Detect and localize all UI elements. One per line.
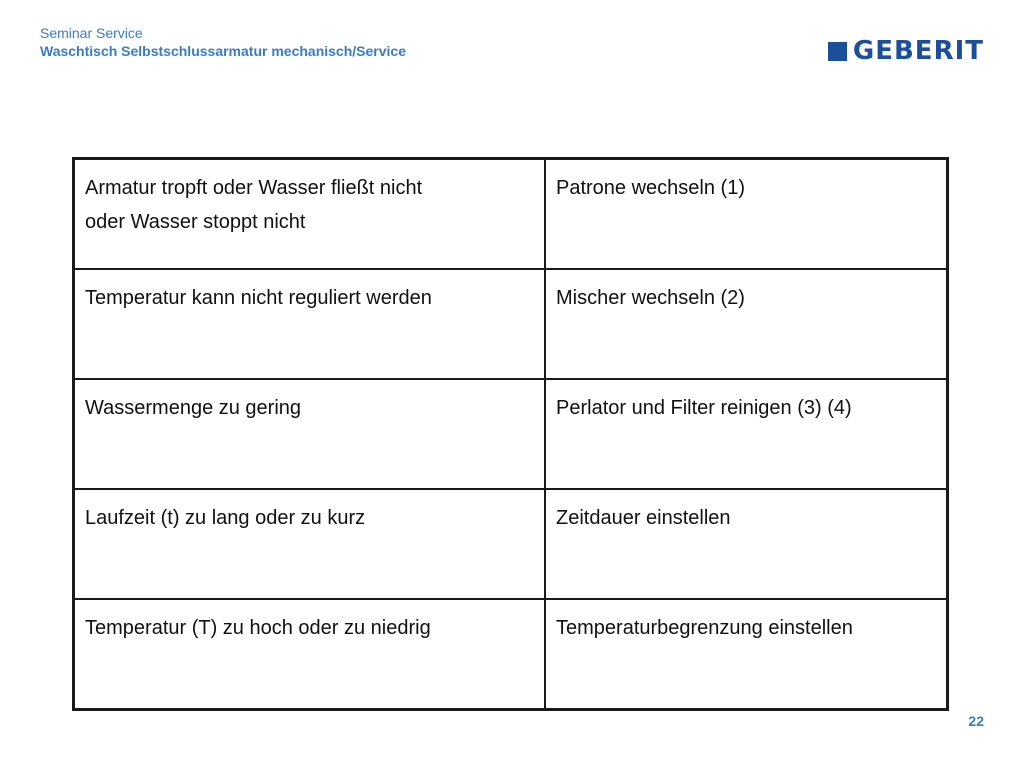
table-row	[74, 489, 948, 599]
problem-cell: Laufzeit (t) zu lang oder zu kurz	[74, 489, 546, 599]
action-cell: Zeitdauer einstellen	[545, 489, 948, 599]
service-table	[72, 157, 949, 711]
table-row	[74, 599, 948, 710]
table-row	[74, 379, 948, 489]
table-row	[74, 159, 948, 270]
action-cell: Temperaturbegrenzung einstellen	[545, 599, 948, 710]
logo-square-icon	[828, 42, 847, 61]
logo-wordmark: GEBERIT	[852, 36, 984, 66]
problem-cell: Temperatur (T) zu hoch oder zu niedrig	[74, 599, 546, 710]
action-cell: Mischer wechseln (2)	[545, 269, 948, 379]
action-cell: Perlator und Filter reinigen (3) (4)	[545, 379, 948, 489]
slide-header	[40, 24, 406, 60]
header-subtitle: Waschtisch Selbstschlussarmatur mechanisch/Service	[40, 43, 406, 59]
problem-cell: Wassermenge zu gering	[74, 379, 546, 489]
action-cell: Patrone wechseln (1)	[545, 159, 948, 270]
geberit-logo	[828, 38, 984, 64]
table-row	[74, 269, 948, 379]
problem-cell: Temperatur kann nicht reguliert werden	[74, 269, 546, 379]
problem-cell: Armatur tropft oder Wasser fließt nicht oder Wasser stoppt nicht	[74, 159, 546, 270]
page-number: 22	[968, 713, 984, 729]
header-title: Seminar Service	[40, 25, 143, 41]
